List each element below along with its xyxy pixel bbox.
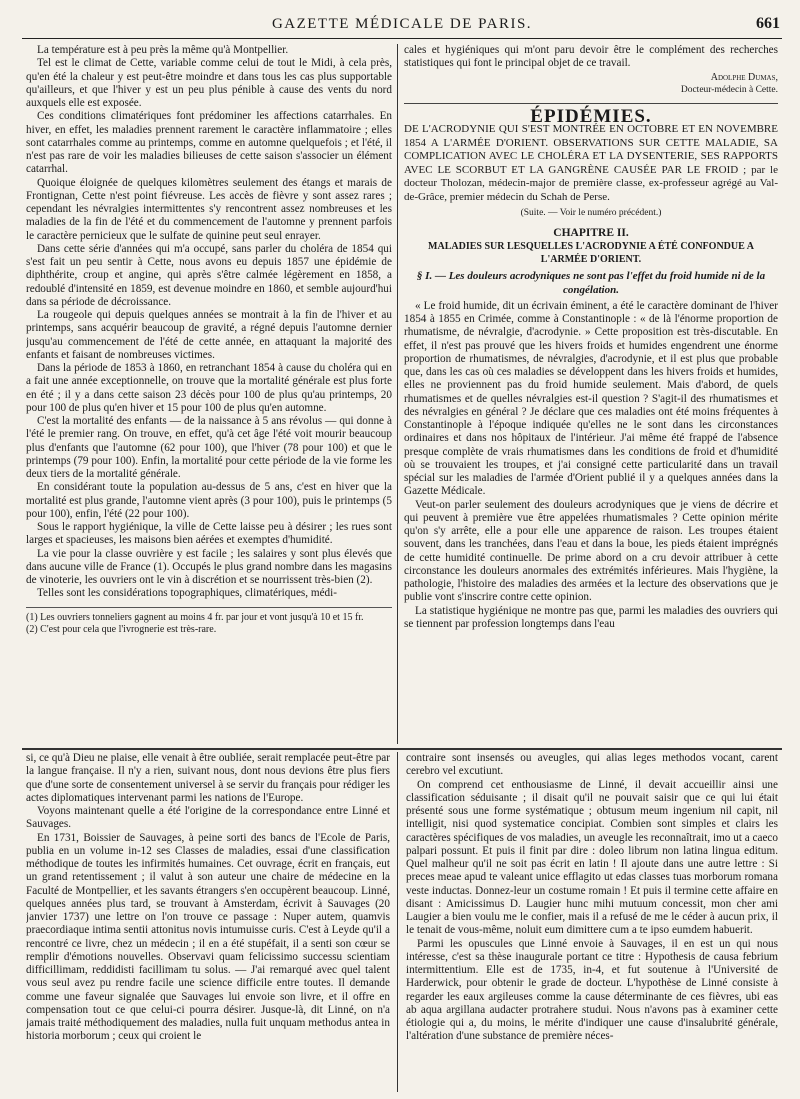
column-divider: [397, 752, 398, 1092]
paragraph: Veut-on parler seulement des douleurs acrodyniques que je viens de décrire et qui peuvent à première vue être appelées rhumatismales ? Cette opinion mérite qu'on s'y arrête, elle a pour elle une apparence de raison. Les troupes étaient souvent, dans les tranchées, dans l'eau et dans la boue, les pieds étaient imprégnés de cette humidité continuelle. De prime abord on a cru devoir attribuer à cette circonstance les douleurs anormales des extrémités inférieures. Mais l'hygiène, la pathologie, l'histoire des maladies des armées et la lecture des observations que je publie vont s'inscrire contre cette opinion.: [404, 498, 778, 604]
paragraph: La statistique hygiénique ne montre pas que, parmi les maladies des ouvriers qui se tiennent par profession longtemps dans l'eau: [404, 604, 778, 630]
footnote: (1) Les ouvriers tonneliers gagnent au moins 4 fr. par jour et vont jusqu'à 10 et 15 fr.: [26, 611, 364, 623]
footnote: (2) C'est pour cela que l'ivrognerie est très-rare.: [26, 624, 217, 635]
chapter-subtitle: MALADIES SUR LESQUELLES L'ACRODYNIE A ÉTÉ CONFONDUE A L'ARMÉE D'ORIENT.: [428, 240, 754, 265]
suite-note: (Suite. — Voir le numéro précédent.): [520, 208, 662, 219]
column-top-left: [26, 44, 392, 736]
column-top-right: [404, 44, 778, 752]
column-bottom-right: [406, 752, 778, 1092]
paragraph: En considérant toute la population au-dessus de 5 ans, c'est en hiver que la mortalité est plus grande, l'automne vient après (3 pour 100), puis le printemps (5 pour 100), enfin, l'été (22 pour 100).: [26, 481, 392, 520]
paragraph: Telles sont les considérations topographiques, climatériques, médi-: [37, 587, 337, 600]
paragraph-heading: § I. — Les douleurs acrodyniques ne sont pas l'effet du froid humide ni de la congélation.: [416, 270, 766, 296]
paragraph: Parmi les opuscules que Linné envoie à Sauvages, il en est un qui nous intéresse, c'est sa thèse inaugurale portant ce titre : Hypothesis de causa febrium intermittentium. Elle est de 1735, in-4, et fut soutenue à l'Université de Harderwick, pour obtenir le grade de docteur. L'hypothèse de Linné consiste à regarder les eaux argileuses comme la cause déterminante de ces fièvres, ubi eas ab aqua argillana audacter protrahere studui. Nous n'avons pas à examiner cette étiologie qui a, du moins, le mérite d'indiquer une cause d'insalubrité générale, l'altération d'une substance de première néces-: [406, 937, 778, 1043]
paragraph: Dans la période de 1853 à 1860, en retranchant 1854 à cause du choléra qui en a fait une année exceptionnelle, on trouve que la mortalité générale est plus forte en été ; il y a dans cette saison 23 décès pour 100 de plus qu'au printemps, 20 pour 100 de plus qu'en hiver et 15 pour 100 de plus qu'en automne.: [26, 362, 392, 414]
paragraph: contraire sont insensés ou aveugles, qui alias leges methodos vocant, carent cerebro vel excutiunt.: [406, 752, 778, 778]
column-bottom-left: [26, 752, 390, 1092]
paragraph: cales et hygiéniques qui m'ont paru devoir être le complément des recherches statistiques qui font le principal objet de ce travail.: [404, 44, 778, 70]
section-title: ÉPIDÉMIES.: [404, 103, 778, 123]
paragraph: « Le froid humide, dit un écrivain éminent, a été le caractère dominant de l'hiver 1854 à 1855 en Crimée, comme à Constantinople : « de là l'énorme proportion de rhumatisme, de névralgie, d'acrodynie. » Cette proposition est très-discutable. En effet, il n'est pas prouvé que les hivers froids et humides engendrent une énorme proportion de rhumatismes, de névralgies, d'acrodynie, et il est plus que probable que, dans les cas où ces maladies se développent dans les hivers froids et humides, elles ne proviennent pas du froid humide seulement. Mais d'abord, de quels rhumatismes et de quelles névralgies est-il question ? S'agit-il des rhumatismes et des névralgies en général ? Je déclare que ces maladies ont été moins fréquentes à Constantinople à l'époque indiquée qu'elles ne le sont dans les circonstances ordinaires et dans nos hôpitaux de l'intérieur. J'ai même été frappé de l'absence presque complète de vrais rhumatismes dans les conditions de froid et d'humidité où se trouvaient les troupes, et j'ai consigné cette particularité dans un travail spécial sur les maladies de l'armée d'Orient publié il y a quelques années dans la Gazette Médicale.: [404, 299, 778, 498]
paragraph: Dans cette série d'années qui m'a occupé, sans parler du choléra de 1854 qui s'est fait un peu sentir à Cette, nous avons eu depuis 1857 une épidémie de diphthérite, croup et angine, qui après s'être calmée légèrement en 1858, a redoublé d'intensité en 1859, est devenue moindre en 1860, et semble aujourd'hui dans sa période de décroissance.: [26, 242, 392, 308]
author-signature: Adolphe Dumas,: [710, 71, 778, 83]
paragraph: Ces conditions climatériques font prédominer les affections catarrhales. En hiver, en effet, les maladies prennent rarement le caractère inflammatoire ; elles sont catarrhales comme au printemps, comme en automne quelquefois ; et l'été, il n'est pas rare de voir les maladies bilieuses de cette saison s'associer un élément catarrhal.: [26, 110, 392, 176]
paragraph: On comprend cet enthousiasme de Linné, il devait accueillir ainsi une classification séduisante ; il disait qu'il ne pouvait saisir que ce qui lui était présenté sous une forme systématique ; obtusum meum ingenium nil capit, nil intelligit, nisi quod systematice concipiat. Combien sont simples et clairs les caractères spécifiques de vos maladies, un aveugle les reconnaîtrait, imo ut a caeco palpari possunt. Et puis il finit par dire : doleo librum non latina lingua editum. Quel malheur qu'il ne soit pas écrit en latin ! Il ajoute dans une autre lettre : Si preces meae apud te valeant unice efflagito ut edas classes tuas morborum romana veste inductas. Donnez-leur un costume romain ! Et puis il termine cette affaire en disant : Amicissimus D. Laugier hunc mihi mutuum concessit, mon cher ami Laugier a bien voulu me le confier, mais il a refusé de me le céder à aucun prix, il le tenait de vous-même, noluit eum dimittere cum a te ipso eumdem habuerit.: [406, 778, 778, 937]
paragraph: Sous le rapport hygiénique, la ville de Cette laisse peu à désirer ; les rues sont larges et spacieuses, les maisons bien aérées et exemptes d'humidité.: [26, 521, 392, 547]
paragraph: La vie pour la classe ouvrière y est facile ; les salaires y sont plus élevés que dans aucune ville de France (1). Occupés le plus grand nombre dans les magasins de vinoterie, les ouvriers ont le vin à discrétion et se nourrissent très-bien (2).: [26, 547, 392, 586]
paragraph: La rougeole qui depuis quelques années se montrait à la fin de l'hiver et au printemps, sans acquérir beaucoup de gravité, a régné depuis l'automne dernier jusqu'au commencement de l'été de cette année, en attaquant la majorité des enfants et faisant de nombreuses victimes.: [26, 309, 392, 361]
journal-title: GAZETTE MÉDICALE DE PARIS.: [271, 16, 533, 32]
footnote-divider: [26, 607, 392, 608]
page-number: 661: [756, 15, 780, 32]
paragraph: La température est à peu près la même qu'à Montpellier.: [37, 44, 289, 56]
page-header: [22, 12, 782, 39]
author-title: Docteur-médecin à Cette.: [680, 84, 778, 95]
paragraph: Voyons maintenant quelle a été l'origine de la correspondance entre Linné et Sauvages.: [26, 805, 390, 831]
paragraph: Tel est le climat de Cette, variable comme celui de tout le Midi, à cela près, qu'en été la chaleur y est peut-être moindre et dans tous les cas plus supportable qu'ailleurs, et que l'hiver y est un peu plus pénible à cause des vents du nord auxquels elle est exposée.: [26, 57, 392, 109]
article-heading: DE L'ACRODYNIE QUI S'EST MONTRÉE EN OCTOBRE ET EN NOVEMBRE 1854 A L'ARMÉE D'ORIENT. OBSERVATIONS SUR CETTE MALADIE, SA COMPLICATION AVEC LE CHOLÉRA ET LA DYSENTERIE, SES RAPPORTS AVEC LE SCORBUT ET LA GANGRÈNE CAUSÉE PAR LE FROID ; par le docteur Tholozan, médecin-major de première classe, ex-professeur agrégé au Val-de-Grâce, premier médecin du Schah de Perse.: [404, 123, 778, 203]
paragraph: si, ce qu'à Dieu ne plaise, elle venait à être oubliée, serait remplacée peut-être par la langue française. Il n'y a rien, suivant nous, dont nous devions être plus fiers que d'une sorte de consentement universel à se servir du français pour rédiger les actes diplomatiques intervenant parmi les nations de l'Europe.: [26, 752, 390, 804]
chapter-title: CHAPITRE II.: [553, 226, 629, 239]
section-divider: [22, 748, 782, 750]
paragraph: Quoique éloignée de quelques kilomètres seulement des étangs et marais de Frontignan, Cette n'est point fiévreuse. Les accès de fièvre y sont assez rares ; cependant les névralgies intermittentes s'y rencontrent assez nombreuses et les maladies de la fin de l'été et du commencement de l'automne y prennent parfois le caractère pernicieux que le sulfate de quinine peut seul enrayer.: [26, 176, 392, 242]
paragraph: C'est la mortalité des enfants — de la naissance à 5 ans révolus — qui donne à l'été le premier rang. On trouve, en effet, qu'à cet âge l'été voit mourir beaucoup plus d'enfants que l'automne (62 pour 100), que l'hiver (78 pour 100) et que le printemps (79 pour 100). Enfin, la mortalité pour cette période de la vie forme les deux tiers de la mortalité générale.: [26, 415, 392, 480]
paragraph: En 1731, Boissier de Sauvages, à peine sorti des bancs de l'Ecole de Paris, publia en un volume in-12 ses Classes de maladies, essai d'une classification méthodique de toutes les infirmités humaines. Cet ouvrage, écrit en français, eut un grand retentissement ; il valut à son auteur une chaire de médecine en la Faculté de Montpellier, et les savants étrangers s'en occupèrent beaucoup. Linné, quelques années plus tard, se trouvant à Amsterdam, écrivit à Sauvages (20 janvier 1737) une lettre on l'on trouve ce passage : Nuper autem, quamvis praecordiaque intima sentii attonitus novis intumuisse curis. C'est à Leyde qu'il a rencontré ce livre, chez un médecin ; il en a été stupéfait, il a senti son cœur se remplir d'émotions nouvelles. Observavi quam felicissimo successu scientiam difficillimam, reddidisti facillimam tu solus. — J'ai remarqué avec quel talent vous seul avez pu rendre facile une science difficile entre toutes. Il demande comme une faveur signalée que Sauvages lui envoie son livre, et il offre en compensation tout ce que celui-ci pourra désirer. Jusque-là, dit Linné, on n'a jamais traité méthodiquement des maladies, nulla fuit unquam methodus antea in historia morborum ; ceux qui croient le: [26, 831, 390, 1043]
column-divider: [397, 44, 398, 744]
